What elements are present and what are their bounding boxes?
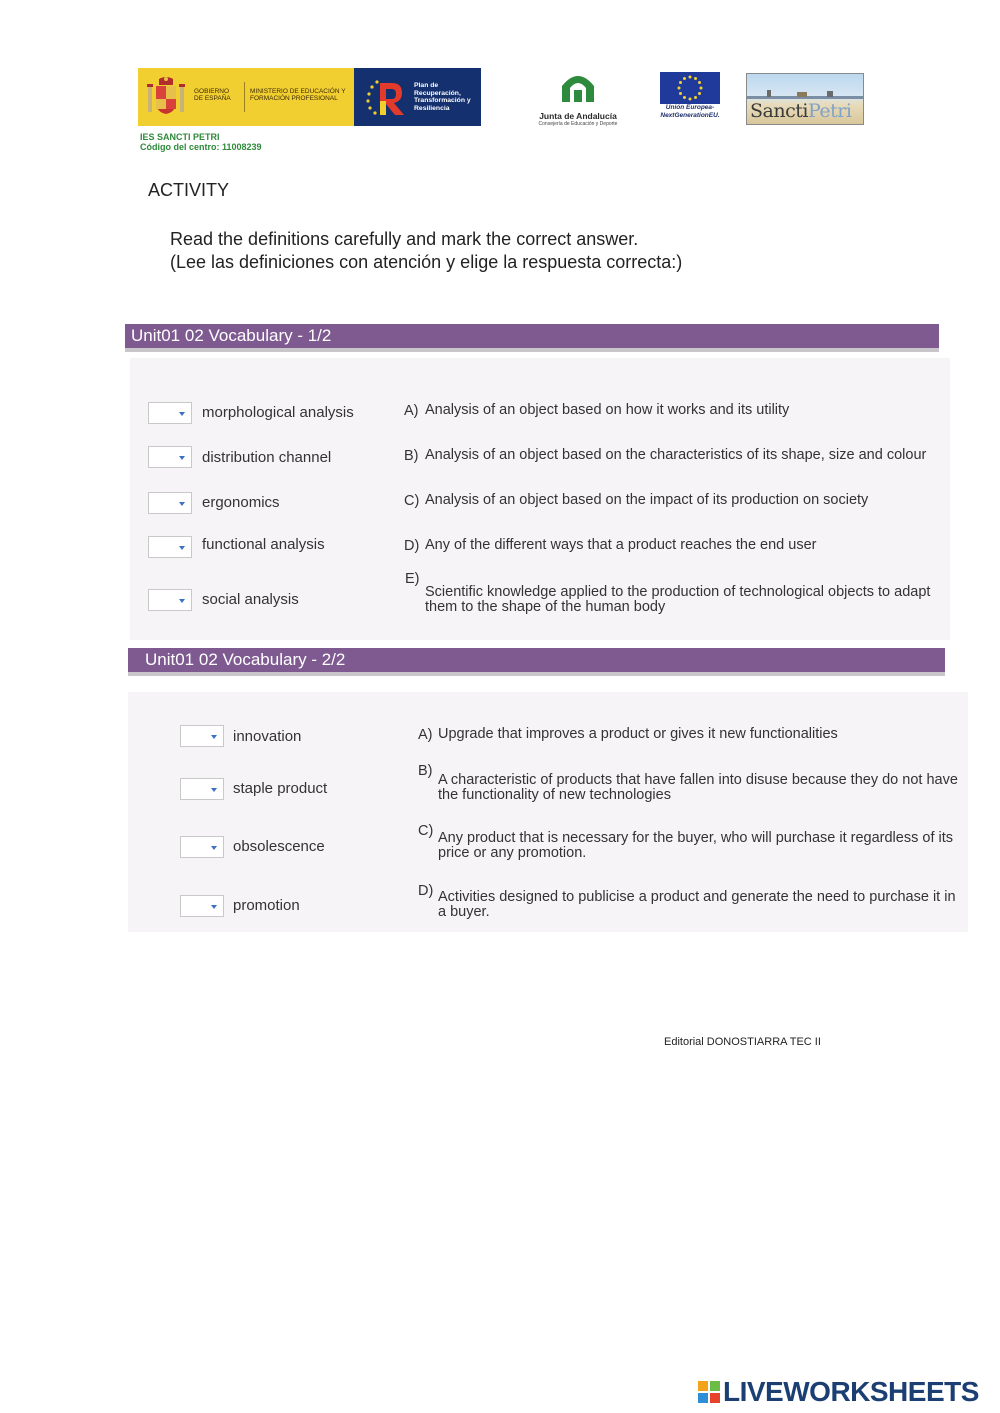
exercise1-header-bar bbox=[125, 324, 939, 352]
exercise2-panel bbox=[128, 692, 968, 932]
answer-dropdown-morphological-analysis[interactable] bbox=[148, 402, 192, 424]
answer-dropdown-obsolescence[interactable] bbox=[180, 836, 224, 858]
definition2-d-line1: Activities designed to publicise a product and generate the need to purchase it in bbox=[438, 889, 956, 905]
exercise1-panel bbox=[130, 358, 950, 640]
exercise2-header-bar bbox=[128, 648, 945, 676]
definition-e-line2: them to the shape of the human body bbox=[425, 599, 666, 615]
definition2-b-line2: the functionality of new technologies bbox=[438, 787, 671, 803]
definition2-letter-a: A) bbox=[418, 727, 433, 743]
junta-subtitle: Consejería de Educación y Deporte bbox=[538, 121, 618, 127]
liveworksheets-wordmark: LIVEWORKSHEETS bbox=[723, 1376, 979, 1407]
definition2-letter-d: D) bbox=[418, 883, 434, 899]
definition-a-text: Analysis of an object based on how it works and its utility bbox=[425, 402, 790, 418]
exercise2-title: Unit01 02 Vocabulary - 2/2 bbox=[128, 648, 945, 676]
term-functional-analysis: functional analysis bbox=[202, 536, 325, 553]
junta-title: Junta de Andalucía bbox=[539, 111, 617, 121]
instructions bbox=[170, 228, 682, 274]
eu-flag-icon bbox=[660, 72, 720, 104]
answer-dropdown-staple-product[interactable] bbox=[180, 778, 224, 800]
definition-d-text: Any of the different ways that a product reaches the end user bbox=[425, 537, 817, 553]
answer-dropdown-ergonomics[interactable] bbox=[148, 492, 192, 514]
instructions-english: Read the definitions carefully and mark the correct answer. bbox=[170, 229, 639, 249]
liveworksheets-logo bbox=[698, 1376, 979, 1408]
school-code: Código del centro: 11008239 bbox=[140, 142, 262, 152]
term-staple-product: staple product bbox=[233, 780, 328, 797]
definition2-c-line2: price or any promotion. bbox=[438, 845, 587, 861]
ministerio-text: MINISTERIO DE EDUCACIÓN Y FORMACIÓN PROFESIONAL bbox=[250, 88, 346, 102]
term-morphological-analysis: morphological analysis bbox=[202, 404, 354, 421]
sancti-petri-logo bbox=[746, 73, 864, 125]
definition-e-line1: Scientific knowledge applied to the production of technological objects to adapt bbox=[425, 584, 931, 600]
exercise1-title: Unit01 02 Vocabulary - 1/2 bbox=[125, 324, 939, 352]
definition-letter-e: E) bbox=[405, 571, 420, 587]
banner-divider bbox=[244, 82, 245, 112]
definition2-letter-c: C) bbox=[418, 823, 434, 839]
definition-b-text: Analysis of an object based on the characteristics of its shape, size and colour bbox=[425, 447, 927, 463]
junta-andalucia-logo bbox=[530, 72, 626, 126]
definition-c-text: Analysis of an object based on the impact of its production on society bbox=[425, 492, 869, 508]
plan-recuperacion-logo bbox=[354, 68, 481, 126]
answer-dropdown-promotion[interactable] bbox=[180, 895, 224, 917]
eu-text-line2: NextGenerationEU. bbox=[660, 111, 720, 119]
term-social-analysis: social analysis bbox=[202, 591, 299, 608]
publisher-credit: Editorial DONOSTIARRA TEC II bbox=[664, 1036, 821, 1048]
definition-letter-c: C) bbox=[404, 493, 420, 509]
term-ergonomics: ergonomics bbox=[202, 494, 280, 511]
eu-nextgeneration-logo bbox=[652, 72, 728, 126]
sancti-word: Sancti bbox=[750, 100, 808, 122]
term-distribution-channel: distribution channel bbox=[202, 449, 332, 466]
term-promotion: promotion bbox=[233, 897, 300, 914]
definition2-a-text: Upgrade that improves a product or gives it new functionalities bbox=[438, 726, 838, 742]
spain-crest-icon bbox=[144, 76, 188, 120]
junta-arch-icon bbox=[558, 72, 598, 104]
petri-word: Petri bbox=[807, 100, 852, 122]
plan-text: Plan de Recuperación, Transformación y Resiliencia bbox=[414, 82, 471, 112]
sancti-petri-wordmark bbox=[750, 100, 851, 122]
term-innovation: innovation bbox=[233, 728, 302, 745]
answer-dropdown-social-analysis[interactable] bbox=[148, 589, 192, 611]
definition-letter-a: A) bbox=[404, 403, 419, 419]
definition2-c-text bbox=[438, 831, 953, 861]
liveworksheets-grid-icon bbox=[698, 1381, 720, 1403]
gobierno-text: GOBIERNO DE ESPAÑA bbox=[194, 88, 231, 102]
term-obsolescence: obsolescence bbox=[233, 838, 325, 855]
definition2-letter-b: B) bbox=[418, 763, 433, 779]
definition-letter-b: B) bbox=[404, 448, 419, 464]
definition2-d-line2: a buyer. bbox=[438, 904, 490, 920]
school-info bbox=[140, 132, 262, 152]
answer-dropdown-innovation[interactable] bbox=[180, 725, 224, 747]
definition2-b-text bbox=[438, 773, 958, 803]
definition-e-text bbox=[425, 585, 930, 615]
government-banner-logo bbox=[138, 68, 481, 126]
school-name: IES SANCTI PETRI bbox=[140, 132, 220, 142]
instructions-spanish: (Lee las definiciones con atención y elige la respuesta correcta:) bbox=[170, 252, 683, 272]
definition-letter-d: D) bbox=[404, 538, 420, 554]
plan-r-mark-icon bbox=[364, 77, 406, 119]
definition2-b-line1: A characteristic of products that have fallen into disuse because they do not have bbox=[438, 772, 958, 788]
definition2-d-text bbox=[438, 890, 956, 920]
eu-text-line1: Unión Europea- bbox=[665, 104, 715, 111]
answer-dropdown-functional-analysis[interactable] bbox=[148, 536, 192, 558]
answer-dropdown-distribution-channel[interactable] bbox=[148, 446, 192, 468]
gobierno-logo bbox=[138, 68, 354, 126]
definition2-c-line1: Any product that is necessary for the buyer, who will purchase it regardless of its bbox=[438, 830, 953, 846]
activity-title: ACTIVITY bbox=[148, 180, 230, 200]
